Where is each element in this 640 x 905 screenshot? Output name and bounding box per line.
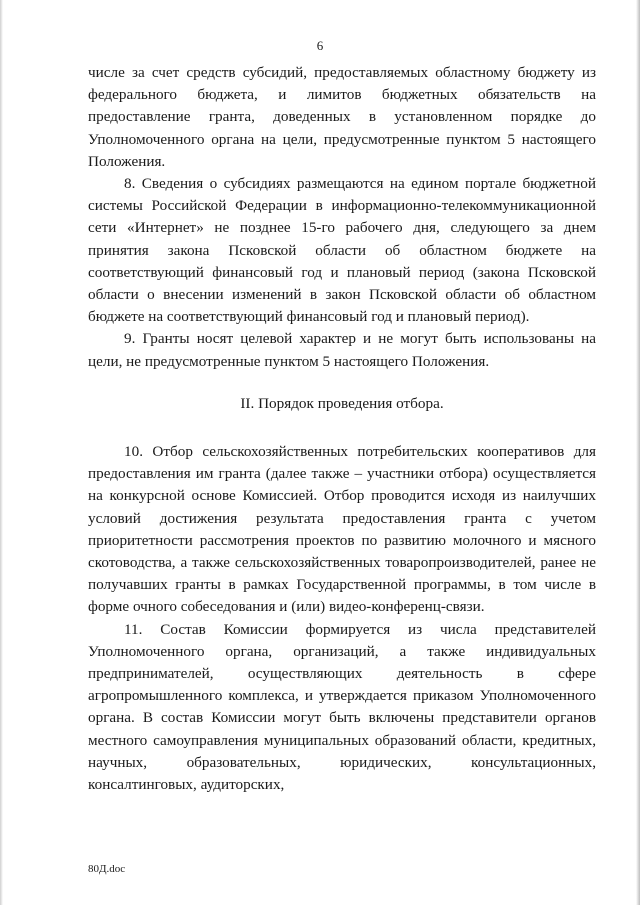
paragraph-11: 11. Состав Комиссии формируется из числа представителей Уполномоченного органа, организаций, а также индивидуальных предпринимателей, осуществляющих деятельность в сфере агропромышленного комплекса, и утверждается приказом Уполномоченного органа. В состав Комиссии могут быть включены представители органов местного самоуправления муниципальных образований области, кредитных, научных, образовательных, юридических, консультационных, консалтинговых, аудиторских,: [88, 620, 596, 794]
footer-filename: 80Д.doc: [88, 863, 126, 875]
paragraph-10: 10. Отбор сельскохозяйственных потребительских кооперативов для предоставления им гранта (далее также – участники отбора) осуществляется на конкурсной основе Комиссией. Отбор проводится исходя из наилучших условий достижения результата предоставления гранта с учетом приоритетности рассмотрения проектов по развитию молочного и мясного скотоводства, а также сельскохозяйственных товаропроизводителей, ранее не получавших гранты в рамках Государственной программы, в том числе в форме очного собеседования и (или) видео-конференц-связи.: [88, 443, 596, 616]
paragraph-8: 8. Сведения о субсидиях размещаются на едином портале бюджетной системы Российской Федерации в информационно-телекоммуникационной сети «Интернет» не позднее 15-го рабочего дня, следующего за днем принятия закона Псковской области об областном бюджете на соответствующий финансовый год и плановый период (закона Псковской области о внесении изменений в закон Псковской области об областном бюджете на соответствующий финансовый год и плановый период).: [88, 175, 596, 326]
document-body: [88, 62, 596, 796]
scan-edge-left: [0, 0, 3, 905]
paragraph-continuation: числе за счет средств субсидий, предоставляемых областному бюджету из федерального бюджета, и лимитов бюджетных обязательств на предоставление гранта, доведенных в установленном порядке до Уполномоченного органа на цели, предусмотренные пунктом 5 настоящего Положения.: [88, 64, 596, 170]
page-number: 6: [316, 38, 324, 53]
section-heading: II. Порядок проведения отбора.: [240, 394, 444, 412]
paragraph-9: 9. Гранты носят целевой характер и не могут быть использованы на цели, не предусмотренные пунктом 5 настоящего Положения.: [88, 330, 596, 370]
scan-edge-right: [636, 0, 640, 905]
